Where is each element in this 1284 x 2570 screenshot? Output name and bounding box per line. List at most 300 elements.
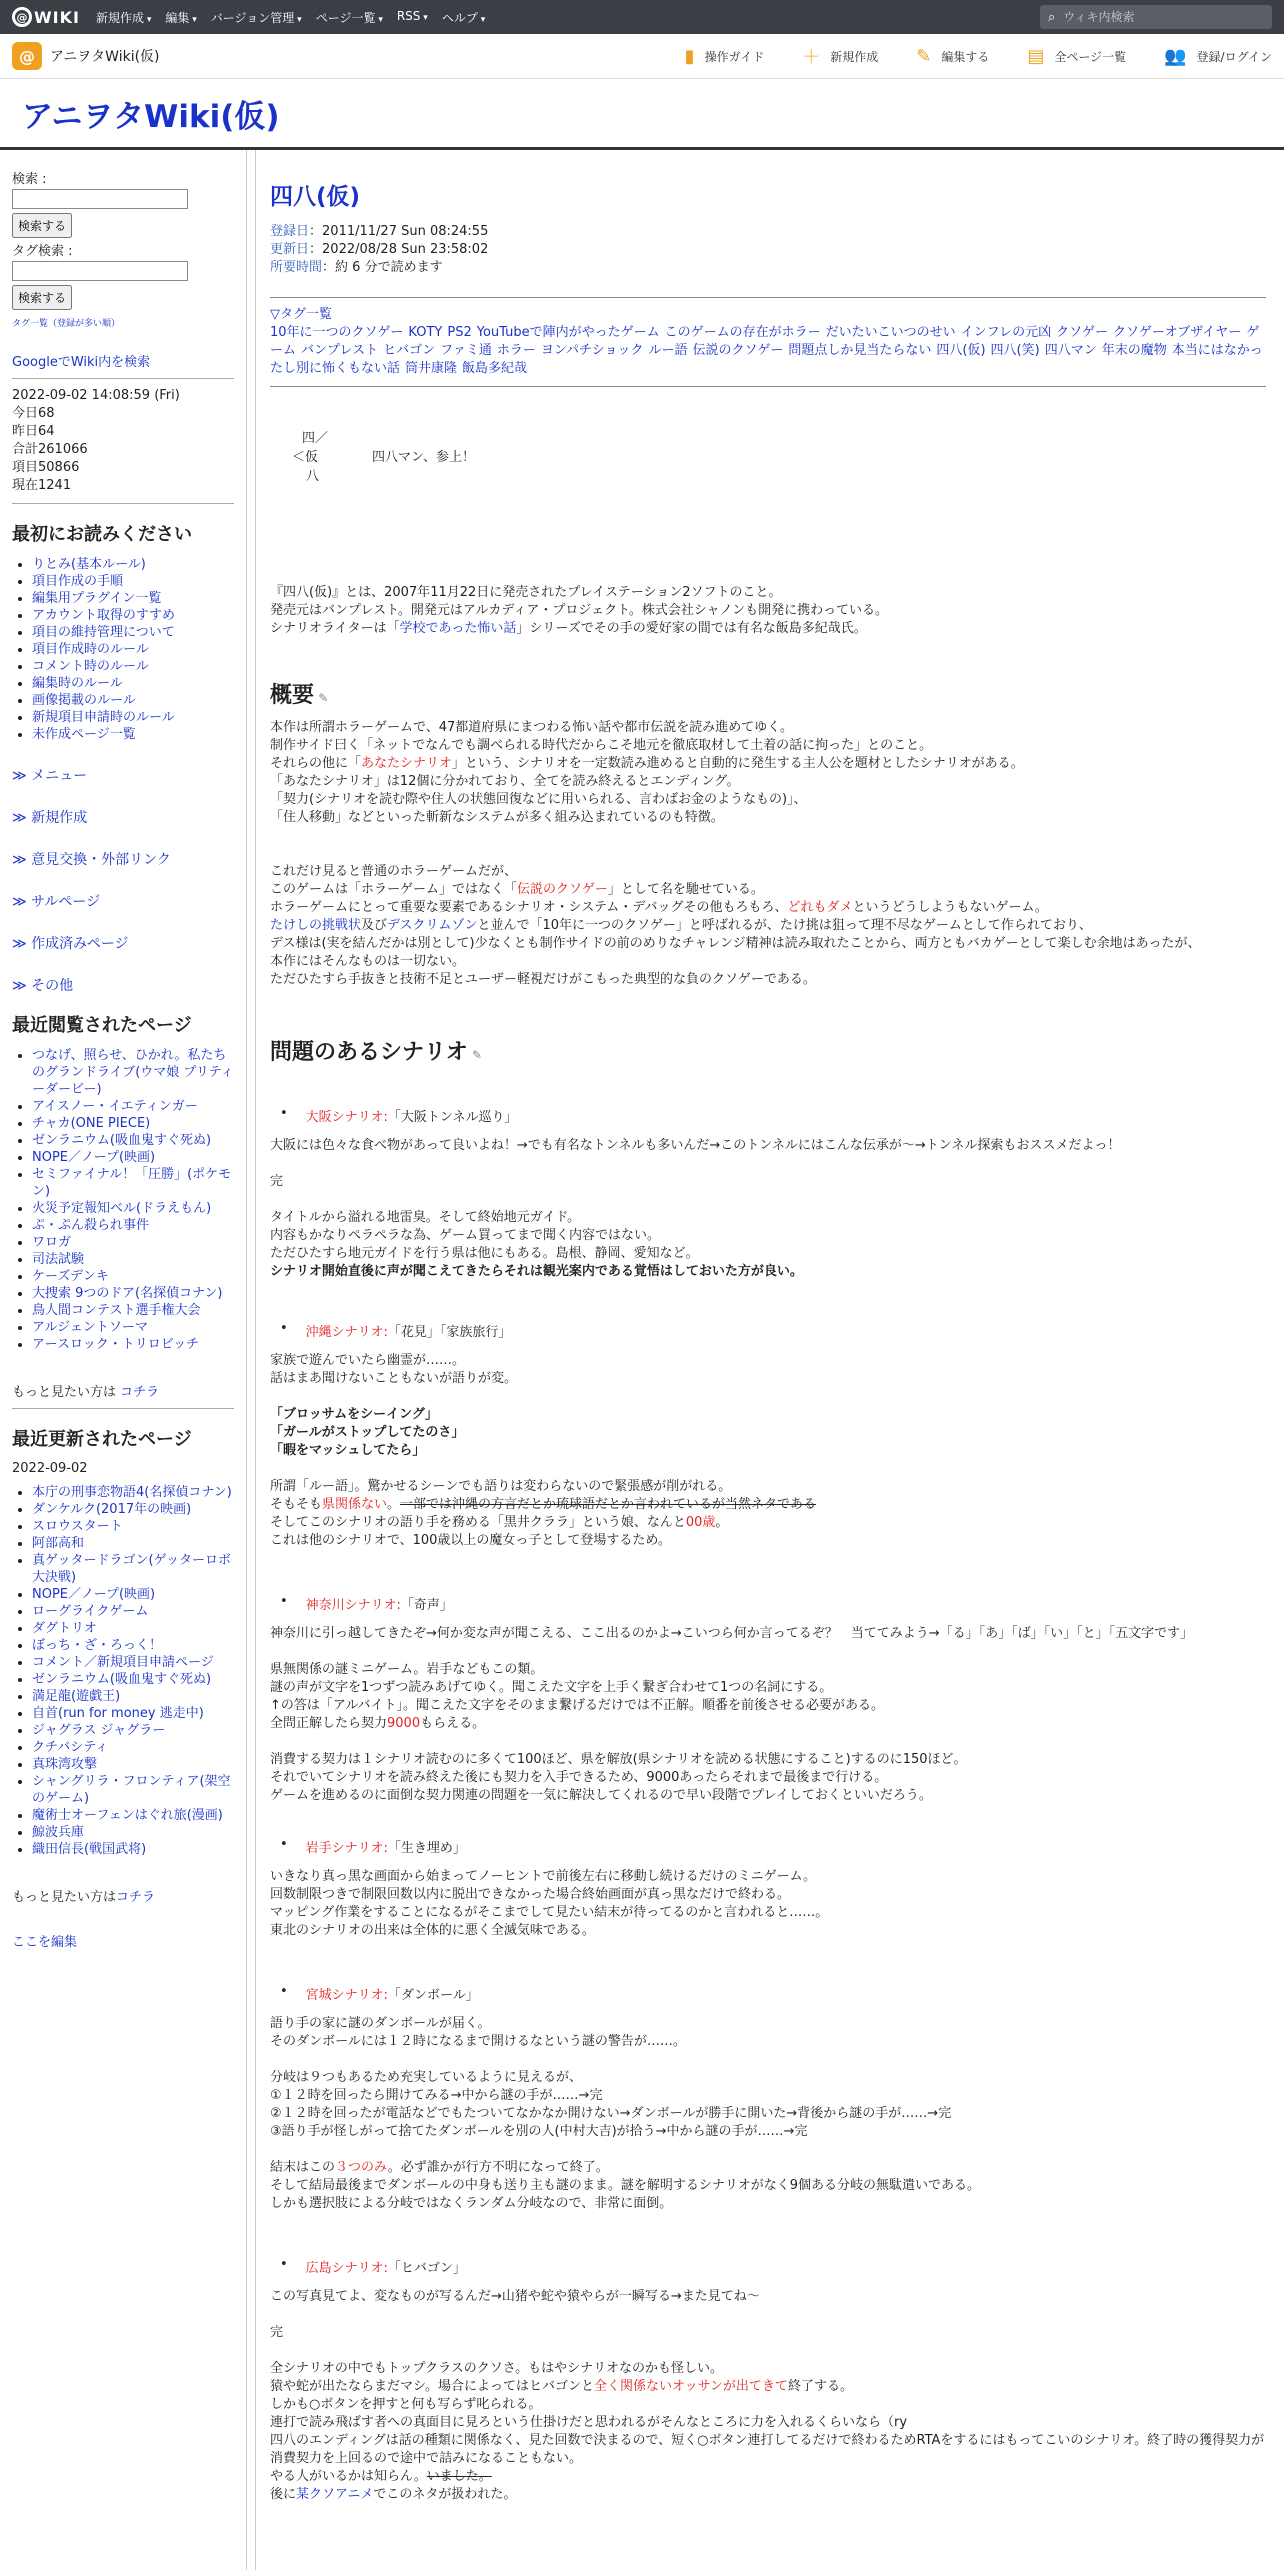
login-button[interactable] — [1164, 46, 1272, 67]
first-read-link[interactable]: りとみ(基本ルール) — [32, 557, 146, 572]
first-read-link[interactable]: 項目作成時のルール — [32, 642, 149, 657]
meta-value: 2011/11/27 Sun 08:24:55 — [322, 224, 489, 239]
list-item — [32, 1739, 234, 1756]
more-recent-read — [12, 1381, 234, 1400]
text-span: もらえる。 — [420, 1716, 486, 1731]
recent-update-link[interactable]: 本庁の刑事恋物語4(名探偵コナン) — [32, 1485, 232, 1500]
recent-update-link[interactable]: 満足龍(遊戯王) — [32, 1689, 121, 1704]
nav-created[interactable]: ≫ 作成済みページ — [12, 933, 234, 953]
recent-read-link[interactable]: ワロガ — [32, 1235, 72, 1250]
first-read-title: 最初にお読みください — [12, 524, 192, 545]
text-line: デス様は(実を結んだかは別として)少なくとも制作サイドの前のめりなチャレンジ精神は読み取れたことから、両方ともバカゲーとして楽しむ余地はあったが、 — [270, 936, 1201, 951]
recent-update-date: 2022-09-02 — [12, 1461, 88, 1476]
list-item — [32, 1722, 234, 1739]
scenario-head — [270, 1984, 1266, 2003]
list-item — [32, 1484, 234, 1501]
list-item — [32, 1268, 234, 1285]
text-line — [270, 755, 1266, 773]
intro-art-text: 四八マン、参上！ — [372, 450, 475, 465]
scenario-title: 「生き埋め」 — [387, 1841, 466, 1856]
list-item — [32, 573, 234, 590]
menu-edit[interactable]: 編集 ▾ — [165, 9, 196, 26]
text-line: ①１２時を回ったら開けてみる→中から謎の手が……→完 — [270, 2088, 603, 2103]
intro-art-line: 四／ — [302, 431, 329, 446]
text-line: 東北のシナリオの出来は全体的に悪く全滅気味である。 — [270, 1923, 595, 1938]
recent-update-title: 最近更新されたページ — [12, 1429, 192, 1450]
text-line: 語り手の家に謎のダンボールが届く。 — [270, 2016, 491, 2031]
page-title[interactable]: 四八(仮) — [270, 184, 361, 210]
stat-total: 合計261066 — [12, 442, 88, 457]
text-line: ③語り手が怪しがって捨てたダンボールを別の人(中村大吉)が拾う→中から謎の手が……→完 — [270, 2124, 808, 2139]
list-item — [32, 1132, 234, 1149]
list-item — [32, 1501, 234, 1518]
game-link[interactable]: デスクリムゾン — [387, 918, 478, 933]
tag-link[interactable]: インフレの元凶 — [960, 325, 1052, 340]
highlight-text: 県関係ない — [322, 1497, 388, 1512]
tag-link[interactable]: 四八(仮) — [936, 343, 986, 358]
text-line: ↑の答は「アルバイト」。聞こえた文字をそのまま繋げるだけでは不正解。順番を前後させる必要がある。 — [270, 1698, 884, 1713]
recent-update-link[interactable]: ジャグラス ジャグラー — [32, 1723, 166, 1738]
recent-update-link[interactable]: NOPE／ノープ(映画) — [32, 1587, 156, 1602]
more-link[interactable]: コチラ — [116, 1890, 156, 1905]
recent-read-link[interactable]: チャカ(ONE PIECE) — [32, 1116, 151, 1131]
list-item — [32, 1637, 234, 1654]
text-span: 。必ず誰かが行方不明になって終了。 — [387, 2160, 609, 2175]
nav-menu[interactable]: ≫ メニュー — [12, 765, 234, 785]
more-recent-update — [12, 1886, 234, 1905]
first-read-link[interactable]: 項目作成の手順 — [32, 574, 124, 589]
text-span: それらの他に「 — [270, 756, 362, 771]
wiki-logo-text: WIKI — [34, 7, 80, 27]
text-line: しかも○ボタンを押すと何も写らず叱られる。 — [270, 2397, 542, 2412]
list-item — [32, 641, 234, 658]
strike-text: いました。 — [426, 2469, 492, 2484]
text-line: 連打で読み飛ばす者への真面目に見ろという仕掛けだと思われるがそんなところに力を入れるくらいなら（ry — [270, 2415, 908, 2430]
text-span: このゲームは「ホラーゲーム」ではなく「 — [270, 882, 518, 897]
text-span: 結末はこの — [270, 2160, 336, 2175]
text-line: 完 — [270, 1174, 284, 1189]
list-item — [32, 1807, 234, 1824]
text-line: ただひたすら手抜きと技術不足とユーザー軽視だけがこもった典型的な負のクソゲーである。 — [270, 972, 816, 987]
list-item — [32, 1149, 234, 1166]
tag-link[interactable]: ヒバゴン — [383, 343, 436, 358]
recent-update-link[interactable]: 真ゲッタードラゴン(ゲッターロボ大決戦) — [32, 1553, 232, 1585]
text-line: マッピング作業をすることになるがそこまでして見たい結末が待ってるのかと言われると……。 — [270, 1905, 829, 1920]
highlight-text: どれもダメ — [787, 900, 853, 915]
nav-new[interactable]: ≫ 新規作成 — [12, 807, 234, 827]
guide-button[interactable] — [685, 46, 765, 67]
list-item — [32, 1217, 234, 1234]
text-line: 回数制限つきで制限回数以内に脱出できなかった場合終始画面が真っ黒なだけで終わる。 — [270, 1887, 791, 1902]
text-line: 制作サイド曰く「ネットでなんでも調べられる時代だからこそ地元を徹底取材して土着の話に拘った」とのこと。 — [270, 738, 933, 753]
scenario-title: 「ヒバゴン」 — [387, 2261, 466, 2276]
meta-value: 約 6 分で読めます — [335, 260, 443, 275]
strike-text: 一部では沖縄の方言だとか琉球語だとか言われているが当然ネタである — [400, 1497, 817, 1512]
text-line — [270, 881, 1266, 899]
stat-yesterday: 昨日64 — [12, 424, 55, 439]
tag-link[interactable]: KOTY — [408, 325, 443, 340]
recent-read-link[interactable]: 司法試験 — [32, 1252, 85, 1267]
tag-link[interactable]: ヨンパチショック — [540, 343, 644, 358]
recent-read-link[interactable]: アルジェントソーマ — [32, 1320, 148, 1335]
recent-read-link[interactable]: NOPE／ノープ(映画) — [32, 1150, 156, 1165]
list-item — [32, 1098, 234, 1115]
text-line: 神奈川に引っ越してきたぞ→何か変な声が聞こえる、ここ出るのかよ→こいつら何か言ってるぞ？ 当ててみよう→「る」「あ」「ば」「い」「と」「五文字です」 — [270, 1626, 1194, 1641]
list-item — [32, 1773, 234, 1807]
recent-read-link[interactable]: 鳥人間コンテスト選手権大会 — [32, 1303, 201, 1318]
recent-read-link[interactable]: セミファイナル！「圧勝」(ポケモン) — [32, 1167, 232, 1199]
menu-help[interactable]: ヘルプ ▾ — [442, 9, 485, 26]
tag-link[interactable]: PS2 — [447, 325, 472, 340]
text-span: 」という、シナリオを一定数読み進めると自動的に発生する主人公を題材としたシナリオがある。 — [451, 756, 1024, 771]
tag-link[interactable]: このゲームの存在がホラー — [664, 325, 821, 340]
text-line: しかも選択肢による分岐ではなくランダム分岐なので、非常に面倒。 — [270, 2196, 673, 2211]
sidebar-search-button[interactable]: 検索する — [12, 213, 72, 238]
text-line: タイトルから溢れる地雷臭。そして終始地元ガイド。 — [270, 1210, 581, 1225]
meta-key: 登録日 — [270, 224, 310, 239]
tag-link[interactable]: ゲーム — [270, 325, 1260, 358]
recent-update-list — [12, 1484, 234, 1858]
text-line: これは他のシナリオで、100歳以上の魔女っ子として登場するため。 — [270, 1533, 671, 1548]
scenario-miyagi — [270, 1984, 1266, 2213]
text-line: それでいてシナリオを読み終えた後にも契力を入手できるため、9000あったらそれまで最後まで行ける。 — [270, 1770, 888, 1785]
user-add-icon: 👥 — [1164, 45, 1187, 67]
text-line: 所謂「ルー語」。驚かせるシーンでも語りは変わらないので緊張感が削がれる。 — [270, 1479, 732, 1494]
recent-update-link[interactable]: 織田信長(戦国武将) — [32, 1842, 147, 1857]
tag-link[interactable]: 10年に一つのクソゲー — [270, 325, 404, 340]
recent-update-link[interactable]: ゼンラニウム(吸血鬼すぐ死ぬ) — [32, 1672, 212, 1687]
tag-list-link[interactable]: タグ一覧（登録が多い順） — [12, 319, 121, 329]
nav-other[interactable]: ≫ その他 — [12, 975, 234, 995]
tag-link[interactable]: 四八(笑) — [990, 343, 1040, 358]
recent-update-link[interactable]: スロウスタート — [32, 1519, 123, 1534]
edit-button[interactable] — [916, 46, 989, 67]
text-line — [270, 620, 1266, 638]
list-item — [32, 1603, 234, 1620]
highlight-text: 00歳 — [685, 1515, 716, 1530]
tag-link[interactable]: 年末の魔物 — [1101, 343, 1167, 358]
all-pages-button[interactable] — [1027, 46, 1126, 67]
list-item — [32, 1200, 234, 1217]
site-title[interactable]: アニヲタWiki(仮) — [22, 98, 280, 135]
guide-label: 操作ガイド — [704, 49, 765, 64]
tag-link[interactable]: クソゲーオブザイヤー — [1113, 325, 1242, 340]
meta-key: 更新日 — [270, 242, 310, 257]
menu-pages[interactable]: ページ一覧 ▾ — [316, 9, 383, 26]
recent-read-link[interactable]: 火災予定報知ベル(ドラえもん) — [32, 1201, 212, 1216]
text-line: 「あなたシナリオ」は12個に分かれており、全てを読み終えるとエンディング。 — [270, 774, 740, 789]
main-content — [255, 150, 1284, 2570]
text-line: 謎の声が文字を1つずつ読みあげてゆく。聞こえた文字を上手く繋ぎ合わせて1つの名詞にする。 — [270, 1680, 833, 1695]
list-item — [32, 1518, 234, 1535]
series-link[interactable]: 学校であった怖い話 — [399, 621, 517, 636]
list-item — [32, 1115, 234, 1132]
more-text: もっと見たい方は — [12, 1890, 117, 1905]
recent-read-link[interactable]: アースロック・トリロビッチ — [32, 1337, 200, 1352]
overview-section — [270, 719, 1266, 989]
text-line: 完 — [270, 2325, 284, 2340]
more-link[interactable]: コチラ — [120, 1385, 160, 1400]
text-line — [270, 1715, 1266, 1733]
scenario-head — [270, 1321, 1266, 1340]
text-line: 県無関係の謎ミニゲーム。岩手などもこの類。 — [270, 1662, 544, 1677]
recent-update-link[interactable]: 真珠湾攻撃 — [32, 1757, 98, 1772]
recent-read-link[interactable]: 大捜索 9つのドア(名探偵コナン) — [32, 1286, 223, 1301]
scenario-okinawa — [270, 1321, 1266, 1550]
text-span: シナリオライターは「 — [270, 621, 400, 636]
text-span: そしてこのシナリオの語り手を務める「黒井クララ」という娘、なんと — [270, 1515, 686, 1530]
tag-search-input[interactable] — [12, 261, 188, 281]
stat-online: 現在1241 — [12, 478, 72, 493]
text-line: これだけ見ると普通のホラーゲームだが、 — [270, 864, 518, 879]
meta-key: 所要時間 — [270, 260, 323, 275]
recent-update-link[interactable]: ダグトリオ — [32, 1621, 97, 1636]
scenario-head — [270, 2257, 1266, 2276]
text-line: 本作にはそんなものは一切ない。 — [270, 954, 466, 969]
list-item — [32, 1166, 234, 1200]
list-item — [32, 1688, 234, 1705]
text-line — [270, 917, 1266, 935]
anime-link[interactable]: 某クソアニメ — [296, 2487, 374, 2502]
text-line: ゲームを進めるのに面倒な契力関連の問題を一気に解決してくれるので早い段階でプレイしておくといいだろう。 — [270, 1788, 932, 1803]
first-read-link[interactable]: コメント時のルール — [32, 659, 149, 674]
text-line: 発売元はバンプレスト。開発元はアルカディア・プロジェクト。株式会社シャノンも開発に携わっている。 — [270, 603, 889, 618]
scenario-name: • 神奈川シナリオ: — [305, 1598, 401, 1613]
recent-update-link[interactable]: 阿部高和 — [32, 1536, 85, 1551]
text-line: 全シナリオの中でもトップクラスのクソさ。もはやシナリオなのかも怪しい。 — [270, 2361, 724, 2376]
text-span: 及び — [361, 918, 388, 933]
tag-list — [270, 324, 1266, 378]
sidebar — [0, 150, 247, 2570]
list-item — [32, 556, 234, 573]
text-line: この写真見てよ、変なものが写るんだ→山猪や蛇や猿やらが一瞬写る→また見てね～ — [270, 2289, 760, 2304]
scenario-iwate — [270, 1837, 1266, 1940]
new-page-label: 新規作成 — [830, 49, 879, 64]
list-item — [32, 1756, 234, 1773]
text-span: やる人がいるかは知らん。 — [270, 2469, 427, 2484]
first-read-link[interactable]: アカウント取得のすすめ — [32, 608, 176, 623]
text-line: 「ガールがストップしてたのさ」 — [270, 1425, 465, 1440]
text-line: 分岐は９つもあるため充実しているように見えるが、 — [270, 2070, 583, 2085]
tag-search-button[interactable]: 検索する — [12, 285, 72, 310]
game-link[interactable]: たけしの挑戦状 — [270, 918, 362, 933]
text-span: 。 — [387, 1497, 401, 1512]
all-pages-label: 全ページ一覧 — [1054, 49, 1127, 64]
recent-update-link[interactable]: コメント／新規項目申請ページ — [32, 1655, 214, 1670]
first-read-link[interactable]: 未作成ページ一覧 — [32, 727, 136, 742]
more-text: もっと見たい方は — [12, 1385, 117, 1400]
text-line: ただひたすら地元ガイドを行う県は他にもある。島根、静岡、愛知など。 — [270, 1246, 699, 1261]
text-span: 終了する。 — [787, 2379, 853, 2394]
menu-version[interactable]: バージョン管理 ▾ — [211, 9, 302, 26]
scenario-kanagawa — [270, 1594, 1266, 1805]
list-item — [32, 692, 234, 709]
first-read-link[interactable]: 画像掲載のルール — [32, 693, 136, 708]
tag-link[interactable]: クソゲー — [1056, 325, 1108, 340]
list-item — [32, 1285, 234, 1302]
list-item — [32, 1047, 234, 1098]
site-name: アニヲタWiki(仮) — [50, 49, 160, 65]
tag-link[interactable]: ホラー — [496, 343, 536, 358]
recent-read-link[interactable]: アイスノー・イエティンガー — [32, 1099, 198, 1114]
list-item — [32, 1251, 234, 1268]
scenario-name: • 宮城シナリオ: — [305, 1988, 388, 2003]
text-span: 」シリーズでその手の愛好家の間では有名な飯島多紀哉氏。 — [516, 621, 867, 636]
login-label: 登録/ログイン — [1196, 49, 1272, 64]
tag-heading[interactable]: ▽タグ一覧 — [270, 307, 332, 322]
intro-art-line: ＜仮 — [292, 450, 319, 465]
text-line — [270, 2486, 1266, 2504]
tag-link[interactable]: 飯島多紀哉 — [462, 361, 528, 376]
list-item — [32, 1302, 234, 1319]
first-read-link[interactable]: 項目の維持管理について — [32, 625, 175, 640]
tag-link[interactable]: 伝説のクソゲー — [692, 343, 784, 358]
scenario-name: • 大阪シナリオ: — [305, 1110, 388, 1125]
intro-paragraph — [270, 584, 1266, 638]
recent-read-list — [12, 1047, 234, 1353]
tag-section — [270, 297, 1266, 387]
stat-datetime: 2022-09-02 14:08:59 (Fri) — [12, 388, 180, 403]
text-line: 内容もかなりペラペラな為、ゲーム買ってまで聞く内容ではない。 — [270, 1228, 661, 1243]
tag-link[interactable]: 四八マン — [1044, 343, 1097, 358]
text-line: 『四八(仮)』とは、2007年11月22日に発売されたプレイステーション2ソフトのこと。 — [270, 585, 782, 600]
text-span: 」として名を馳せている。 — [607, 882, 764, 897]
stat-items: 項目50866 — [12, 460, 80, 475]
google-search-link[interactable]: GoogleでWiki内を検索 — [12, 355, 151, 370]
divider — [12, 378, 234, 379]
recent-read-link[interactable]: ケーズデンキ — [32, 1269, 109, 1284]
recent-read-link[interactable]: つなげ、照らせ、ひかれ。私たちのグランドライブ(ウマ娘 プリティーダービー) — [32, 1048, 234, 1097]
text-line — [270, 1496, 1266, 1514]
list-item — [32, 1336, 234, 1353]
list-item — [32, 675, 234, 692]
site-actions — [647, 34, 1272, 78]
text-line: 大阪には色々な食べ物があって良いよね！→でも有名なトンネルも多いんだ→このトンネルにはこんな伝承が～→トンネル探索もおススメだよっ！ — [270, 1138, 1121, 1153]
scenario-title: 「大阪トンネル巡り」 — [387, 1110, 518, 1125]
recent-update-link[interactable]: シャングリラ・フロンティア(架空のゲーム) — [32, 1774, 231, 1806]
text-span: 全問正解したら契力 — [270, 1716, 388, 1731]
text-line: そして結局最後までダンボールの中身も送り主も謎のまま。謎を解明するシナリオがなく9個ある分岐の無駄遣いである。 — [270, 2178, 981, 2193]
text-line: いきなり真っ黒な画面から始まってノーヒントで前後左右に移動し続けるだけのミニゲーム。 — [270, 1869, 817, 1884]
recent-read-link[interactable]: ゼンラニウム(吸血鬼すぐ死ぬ) — [32, 1133, 212, 1148]
text-line — [270, 899, 1266, 917]
text-span: 後に — [270, 2487, 297, 2502]
search-label: 検索 : — [12, 172, 47, 187]
site-header — [0, 79, 1284, 150]
nav-salvage[interactable]: ≫ サルページ — [12, 891, 234, 911]
list-item — [32, 624, 234, 641]
sidebar-search-input[interactable] — [12, 189, 188, 209]
tag-link[interactable]: 筒井康隆 — [405, 361, 458, 376]
tag-link[interactable]: YouTubeで陣内がやったゲーム — [476, 325, 660, 340]
recent-update-link[interactable]: 魔術士オーフェンはぐれ旅(漫画) — [32, 1808, 223, 1823]
tag-link[interactable]: ルー語 — [648, 343, 688, 358]
recent-update-link[interactable]: ぼっち・ざ・ろっく！ — [32, 1638, 163, 1653]
text-line — [270, 2378, 1266, 2396]
edit-label: 編集する — [941, 49, 990, 64]
edit-here-link[interactable]: ここを編集 — [12, 1935, 78, 1950]
list-item — [32, 1319, 234, 1336]
scenario-head — [270, 1837, 1266, 1856]
tag-link[interactable]: 本当にはなかったし別に怖くもない話 — [270, 343, 1263, 376]
top-menu — [96, 9, 499, 26]
text-line: 本作は所謂ホラーゲームで、47都道府県にまつわる怖い話や都市伝説を読み進めてゆく。 — [270, 720, 794, 735]
pencil-icon: ✎ — [916, 45, 932, 67]
list-item — [32, 607, 234, 624]
list-item — [32, 1841, 234, 1858]
recent-read-link[interactable]: ぷ・ぷん殺られ事件 — [32, 1218, 150, 1233]
list-item — [32, 1552, 234, 1586]
stat-today: 今日68 — [12, 406, 55, 421]
first-read-link[interactable]: 新規項目申請時のルール — [32, 710, 175, 725]
text-line: 話はまあ聞けないこともないが語りが変。 — [270, 1371, 518, 1386]
book-icon: ▮ — [684, 45, 695, 67]
menu-new[interactable]: 新規作成 ▾ — [96, 9, 151, 26]
list-item — [32, 726, 234, 743]
text-line: 四八のエンディングは話の種類に関係なく、見た回数で決まるので、短く○ボタン連打してるだけで終わるためRTAをするにはもってこいのシナリオ。終了時の獲得契力が消費契力を上回るので途中で詰みになることもない。 — [270, 2433, 1265, 2466]
list-item — [32, 1671, 234, 1688]
first-read-link[interactable]: 編集時のルール — [32, 676, 123, 691]
recent-update-link[interactable]: 自首(run for money 逃走中) — [32, 1706, 204, 1721]
document-icon: ▤ — [1027, 45, 1045, 67]
recent-update-link[interactable]: ダンケルク(2017年の映画) — [32, 1502, 192, 1517]
highlight-text: 全く関係ないオッサンが出てきて — [593, 2379, 788, 2394]
wiki-search-input[interactable] — [1061, 9, 1255, 25]
site-logo-icon: @ — [12, 42, 42, 70]
scenario-name: • 沖縄シナリオ: — [305, 1325, 388, 1340]
recent-update-link[interactable]: ローグライクゲーム — [32, 1604, 149, 1619]
text-span: と並んで「10年に一つのクソゲー」と呼ばれるが、たけ挑は狙って理不尽なゲームとして作られており、 — [477, 918, 1092, 933]
tag-link[interactable]: バンプレスト — [301, 343, 379, 358]
scenario-title: 「ダンボール」 — [387, 1988, 479, 2003]
wiki-search-box — [1040, 5, 1272, 29]
tag-link[interactable]: だいたいこいつのせい — [825, 325, 956, 340]
tag-link[interactable]: ファミ通 — [440, 343, 492, 358]
list-item — [32, 709, 234, 726]
text-line — [270, 2468, 1266, 2486]
page-meta: 登録日：2011/11/27 Sun 08:24:55 更新日：2022/08/28 Sun 23:58:02 所要時間：約 6 分で読めます — [270, 224, 489, 275]
list-item — [32, 658, 234, 675]
list-item — [32, 1234, 234, 1251]
recent-update-link[interactable]: クチバシティ — [32, 1740, 109, 1755]
text-line: そのダンボールには１２時になるまで開けるなという謎の警告が……。 — [270, 2034, 686, 2049]
new-page-button[interactable] — [802, 43, 878, 69]
text-line: 「暇をマッシュしてたら」 — [270, 1443, 426, 1458]
text-line — [270, 1514, 1266, 1532]
tag-link[interactable]: 問題点しか見当たらない — [788, 343, 932, 358]
menu-rss[interactable]: RSS ▾ — [397, 9, 428, 26]
scenario-head — [270, 1594, 1266, 1613]
scenario-name: • 岩手シナリオ: — [305, 1841, 388, 1856]
text-span: ホラーゲームにとって重要な要素であるシナリオ・システム・デバッグその他もろもろ、 — [270, 900, 788, 915]
site-logo[interactable] — [12, 42, 160, 70]
search-icon[interactable]: ⌕ — [1048, 9, 1056, 25]
at-logo-icon: @ — [12, 7, 32, 27]
site-toolbar — [0, 34, 1284, 79]
problem-heading: 問題のあるシナリオ ✎ — [270, 1035, 1266, 1066]
intro-art — [292, 429, 1266, 486]
nav-exchange[interactable]: ≫ 意見交換・外部リンク — [12, 849, 234, 869]
wiki-logo[interactable] — [12, 7, 80, 27]
recent-read-title: 最近閲覧されたページ — [12, 1015, 192, 1036]
first-read-list — [12, 556, 234, 743]
overview-heading: 概要 ✎ — [270, 678, 1266, 709]
highlight-text: 伝説のクソゲー — [517, 882, 608, 897]
text-line — [270, 2159, 1266, 2177]
recent-update-link[interactable]: 鯨波兵庫 — [32, 1825, 85, 1840]
first-read-link[interactable]: 編集用プラグイン一覧 — [32, 591, 162, 606]
list-item — [32, 590, 234, 607]
